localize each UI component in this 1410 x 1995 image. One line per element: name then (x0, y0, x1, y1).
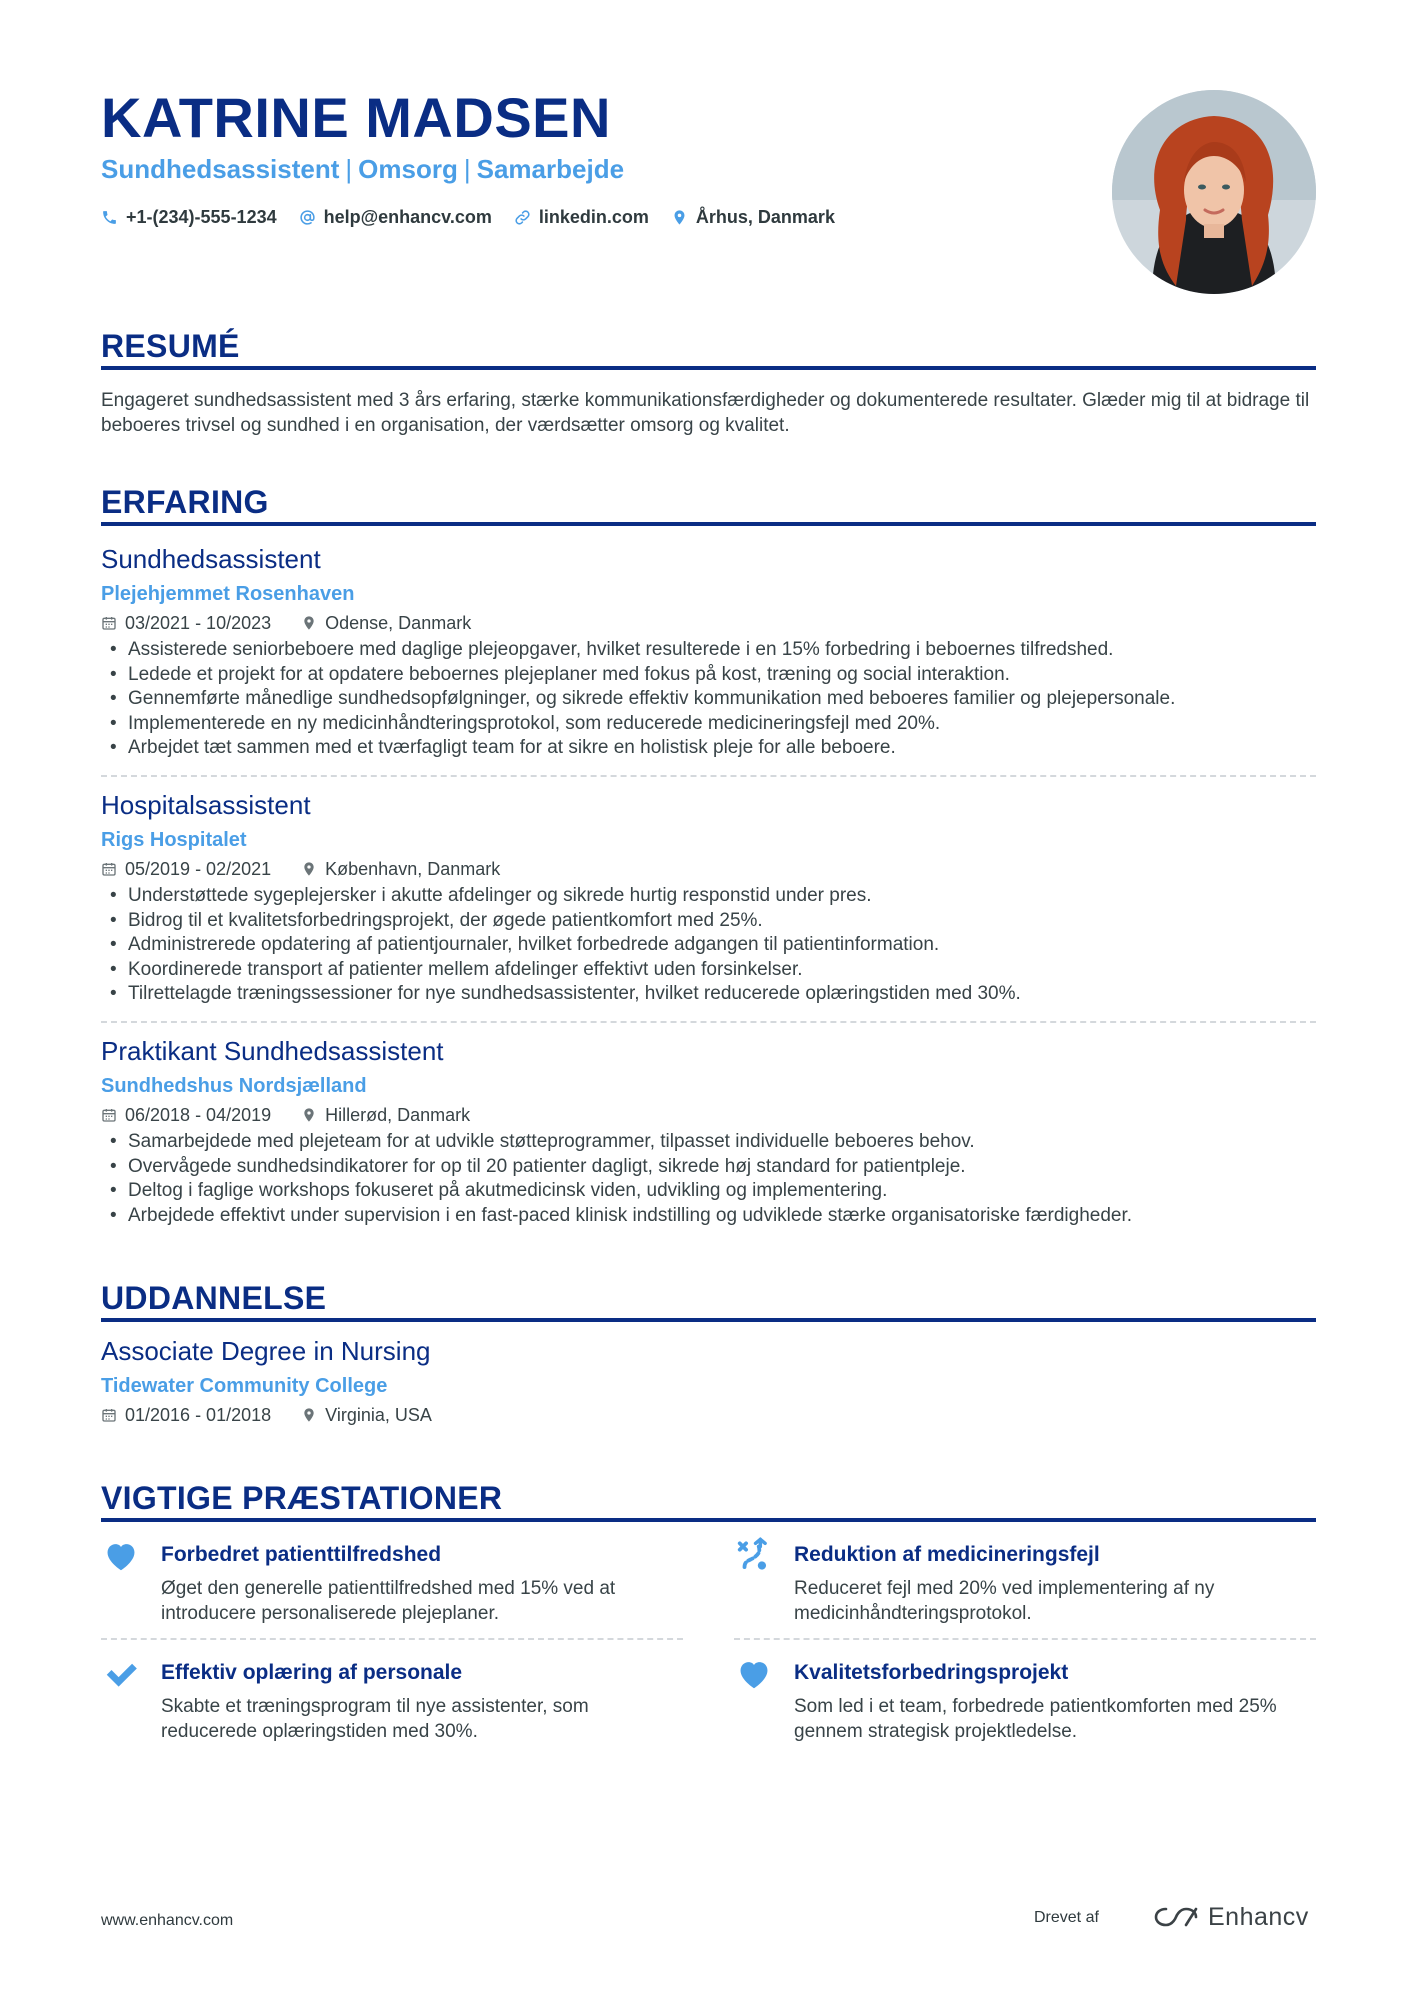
tagline-separator: | (463, 154, 471, 184)
contact-location (671, 207, 835, 228)
job-bullets (101, 884, 1316, 1007)
enhancv-logo[interactable] (1152, 1900, 1309, 1934)
job-location-text: Odense, Danmark (325, 613, 472, 633)
job-bullet: • Assisterede seniorbeboere med daglige plejeopgaver, hvilket resulterede i en 15% forbedring i beboernes tilfredshed. (101, 638, 1316, 663)
job-bullet: • Understøttede sygeplejersker i akutte afdelinger og sikrede hurtig responstid under pres. (101, 884, 1316, 909)
tagline-role: Sundhedsassistent (101, 154, 340, 184)
experience-divider (101, 522, 1316, 526)
job-bullet: • Implementerede en ny medicinhåndteringsprotokol, som reducerede medicineringsfejl med 20%. (101, 712, 1316, 737)
job-location (301, 1102, 470, 1128)
heart-icon (101, 1536, 141, 1576)
achievement-divider (734, 1638, 1316, 1640)
contact-email[interactable] (299, 207, 492, 228)
tagline (101, 152, 624, 186)
job-bullet: • Overvågede sundhedsindikatorer for op til 20 patienter dagligt, sikrede høj standard for patientpleje. (101, 1155, 1316, 1180)
achievement-divider (101, 1638, 683, 1640)
job-meta (101, 856, 1316, 882)
job-bullet: • Koordinerede transport af patienter mellem afdelinger effektivt uden forsinkelser. (101, 958, 1316, 983)
job-meta (101, 1102, 1316, 1128)
calendar-icon (101, 615, 117, 631)
job-location-text: Hillerød, Danmark (325, 1105, 471, 1125)
job-location (301, 856, 500, 882)
linkedin-text: linkedin.com (538, 206, 649, 227)
phone-icon (101, 209, 118, 226)
location-pin-icon (301, 615, 317, 631)
enhancv-logo-text: Enhancv (1208, 1902, 1309, 1931)
job-bullet: • Deltog i faglige workshops fokuseret på akutmedicinsk viden, udvikling og implementering. (101, 1179, 1316, 1204)
profile-photo-illustration (1112, 90, 1316, 294)
job-bullets (101, 1130, 1316, 1228)
degree-title: Associate Degree in Nursing (101, 1336, 431, 1366)
achievement-title: Kvalitetsforbedringsprojekt (794, 1661, 1069, 1684)
job-dates (101, 1102, 271, 1128)
job-title: Hospitalsassistent (101, 790, 311, 820)
company-name: Sundhedshus Nordsjælland (101, 1075, 367, 1097)
tagline-separator: | (345, 154, 353, 184)
summary-text: Engageret sundhedsassistent med 3 års erfaring, stærke kommunikationsfærdigheder og dokumenterede resultater. Glæder mig til at bidrage til beboeres trivsel og sundhed i en organisation, der værdsætter omsorg og kvalitet. (101, 390, 1310, 436)
entry-divider (101, 1021, 1316, 1023)
job-dates-text: 05/2019 - 02/2021 (125, 859, 272, 879)
achievement-description: Som led i et team, forbedrede patientkomforten med 25% gennem strategisk projektledelse. (794, 1696, 1277, 1742)
contact-linkedin[interactable] (514, 207, 649, 228)
calendar-icon (101, 1407, 117, 1423)
job-dates (101, 856, 271, 882)
contact-phone[interactable] (101, 207, 277, 228)
job-bullet: • Bidrog til et kvalitetsforbedringsprojekt, der øgede patientkomfort med 25%. (101, 909, 1316, 934)
job-dates-text: 03/2021 - 10/2023 (125, 613, 272, 633)
job-bullet: • Administrerede opdatering af patientjournaler, hvilket forbedrede adgangen til patientinformation. (101, 933, 1316, 958)
location-pin-icon (301, 861, 317, 877)
education-heading: UDDANNELSE (101, 1280, 327, 1316)
job-title: Sundhedsassistent (101, 544, 321, 574)
entry-divider (101, 775, 1316, 777)
achievement-item (101, 1654, 661, 1754)
profile-photo (1112, 90, 1316, 294)
job-meta (101, 610, 1316, 636)
education-meta (101, 1402, 1316, 1428)
school-name: Tidewater Community College (101, 1375, 388, 1397)
route-icon (734, 1536, 774, 1576)
education-location (301, 1402, 432, 1428)
footer-powered-by: Drevet af (1034, 1909, 1099, 1926)
job-bullet: • Arbejdet tæt sammen med et tværfagligt team for at sikre en holistisk pleje for alle beboere. (101, 736, 1316, 761)
heart-icon (734, 1654, 774, 1694)
company-name: Plejehjemmet Rosenhaven (101, 583, 355, 605)
achievement-item (734, 1536, 1294, 1636)
achievement-title: Forbedret patienttilfredshed (161, 1543, 442, 1566)
education-location-text: Virginia, USA (325, 1405, 432, 1425)
link-icon (514, 209, 531, 226)
job-title: Praktikant Sundhedsassistent (101, 1036, 444, 1066)
job-location-text: København, Danmark (325, 859, 501, 879)
email-text: help@enhancv.com (323, 206, 492, 227)
achievements-heading: VIGTIGE PRÆSTATIONER (101, 1480, 503, 1516)
achievement-item (101, 1536, 661, 1636)
achievement-description: Skabte et træningsprogram til nye assistenter, som reducerede oplæringstiden med 30%. (161, 1696, 589, 1742)
at-icon (299, 209, 316, 226)
achievement-title: Reduktion af medicineringsfejl (794, 1543, 1100, 1566)
phone-text: +1-(234)-555-1234 (126, 206, 277, 227)
education-dates-text: 01/2016 - 01/2018 (125, 1405, 272, 1425)
enhancv-logo-icon (1152, 1904, 1200, 1930)
education-divider (101, 1318, 1316, 1322)
achievements-divider (101, 1518, 1316, 1522)
job-location (301, 610, 471, 636)
job-bullet: • Gennemførte månedlige sundhedsopfølgninger, og sikrede effektiv kommunikation med beboeres familier og plejepersonale. (101, 687, 1316, 712)
achievement-description: Øget den generelle patienttilfredshed med 15% ved at introducere personaliserede plejeplaner. (161, 1578, 616, 1624)
achievement-description: Reduceret fejl med 20% ved implementering af ny medicinhåndteringsprotokol. (794, 1578, 1215, 1624)
job-bullet: • Tilrettelagde træningssessioner for nye sundhedsassistenter, hvilket reducerede oplæringstiden med 30%. (101, 982, 1316, 1007)
education-entry (101, 1334, 1316, 1428)
location-pin-icon (671, 209, 688, 226)
company-name: Rigs Hospitalet (101, 829, 247, 851)
job-bullet: • Arbejdede effektivt under supervision i en fast-paced klinisk indstilling og udviklede stærke organisatoriske færdigheder. (101, 1204, 1316, 1229)
candidate-name: KATRINE MADSEN (101, 86, 611, 149)
footer-website-link[interactable]: www.enhancv.com (101, 1912, 234, 1929)
summary-divider (101, 366, 1316, 370)
experience-entry (101, 1034, 1316, 1228)
experience-entry (101, 788, 1316, 1007)
location-pin-icon (301, 1407, 317, 1423)
achievement-title: Effektiv oplæring af personale (161, 1661, 463, 1684)
experience-heading: ERFARING (101, 484, 269, 520)
checkmark-icon (101, 1654, 141, 1694)
experience-entry (101, 542, 1316, 761)
location-text: Århus, Danmark (695, 206, 835, 227)
job-bullet: • Samarbejdede med plejeteam for at udvikle støtteprogrammer, tilpasset individuelle beboeres behov. (101, 1130, 1316, 1155)
achievement-item (734, 1654, 1294, 1754)
job-bullets (101, 638, 1316, 761)
calendar-icon (101, 861, 117, 877)
calendar-icon (101, 1107, 117, 1123)
tagline-value-2: Samarbejde (476, 154, 625, 184)
education-dates (101, 1402, 271, 1428)
location-pin-icon (301, 1107, 317, 1123)
contact-info (101, 204, 835, 230)
job-dates (101, 610, 271, 636)
job-dates-text: 06/2018 - 04/2019 (125, 1105, 272, 1125)
tagline-value-1: Omsorg (358, 154, 458, 184)
job-bullet: • Ledede et projekt for at opdatere beboernes plejeplaner med fokus på kost, træning og social interaktion. (101, 663, 1316, 688)
summary-heading: RESUMÉ (101, 328, 240, 364)
